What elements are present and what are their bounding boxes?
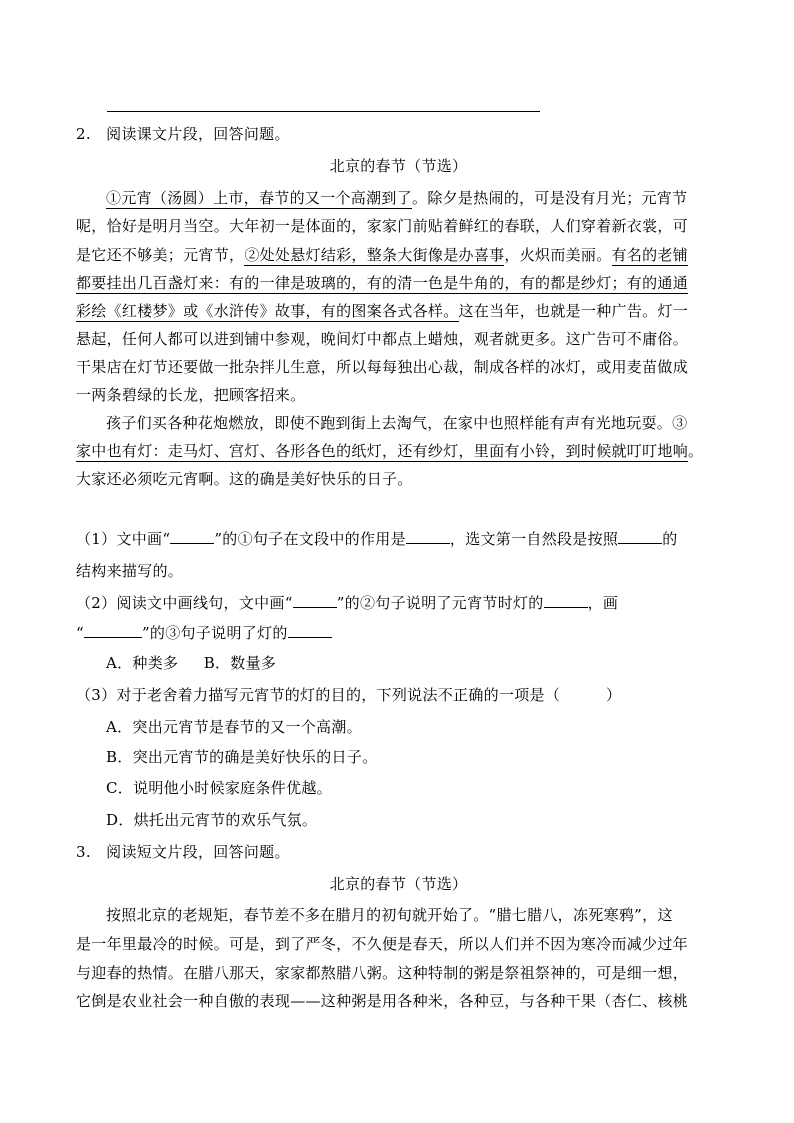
underlined-sentence-2: ②处处悬灯结彩，整条大街像是办喜事 [244,246,505,264]
q2-p1-line3: 是它还不够美；元宵节，②处处悬灯结彩，整条大街像是办喜事，火炽而美丽。有名的老铺 [76,246,689,264]
q2-sub3-option-d[interactable]: D．烘托出元宵节的欢乐气氛。 [106,811,318,829]
fill-blank[interactable] [84,623,142,638]
fill-blank[interactable] [288,623,332,638]
q2-sub3-option-c[interactable]: C．说明他小时候家庭条件优越。 [106,779,332,797]
q2-heading [76,124,721,144]
q2-number: 2. [76,125,91,143]
q2-p2-line2: 家中也有灯：走马灯、宫灯、各形各色的纸灯，还有纱灯，里面有小铃，到时候就叮叮地响。 [76,442,704,460]
q3-line1: 按照北京的老规矩，春节差不多在腊月的初旬就开始了。“腊七腊八，冻死寒鸦”，这 [106,906,673,924]
q3-line3: 与迎春的热情。在腊八那天，家家都熬腊八粥。这种特制的粥是祭祖祭神的，可是细一想， [76,964,689,982]
answer-line [107,111,540,112]
q3-passage-title: 北京的春节（节选） [329,875,468,893]
fill-blank[interactable] [618,529,662,544]
q2-p1-line6: 悬起，任何人都可以进到铺中参观，晚间灯中都点上蜡烛，观者就更多。这广告可不庸俗。 [76,330,689,348]
underlined-sentence-1: ①元宵（汤圆）上市，春节的又一个高潮到了 [106,189,413,207]
q2-p1-line1: ①元宵（汤圆）上市，春节的又一个高潮到了。除夕是热闹的，可是没有月光；元宵节 [106,189,688,207]
fill-blank[interactable] [170,529,214,544]
q3-instruction: 阅读短文片段，回答问题。 [106,843,290,861]
q2-sub1-line1: （1）文中画“ ”的①句子在文段中的作用是 ，选文第一自然段是按照 的 [76,530,678,548]
q3-number: 3. [76,843,91,861]
q2-p1-line5: 彩绘《红楼梦》或《水浒传》故事，有的图案各式各样。这在当年，也就是一种广告。灯一 [76,302,689,320]
fill-blank[interactable] [406,529,450,544]
q2-instruction: 阅读课文片段，回答问题。 [106,125,290,143]
fill-blank[interactable] [293,593,337,608]
q2-p1-line8: 一两条碧绿的长龙，把顾客招来。 [76,386,306,404]
q3-line4: 它倒是农业社会一种自傲的表现——这种粥是用各种米，各种豆，与各种干果（杏仁、核桃 [76,992,689,1010]
q2-p2-line3: 大家还必须吃元宵啊。这的确是美好快乐的日子。 [76,470,413,488]
q2-p1-line2: 呢，恰好是明月当空。大年初一是体面的，家家门前贴着鲜红的春联，人们穿着新衣裳，可 [76,217,689,235]
q2-passage-title: 北京的春节（节选） [329,157,468,175]
q2-sub2-line1: （2）阅读文中画线句，文中画“ ”的②句子说明了元宵节时灯的 ，画 [76,594,619,612]
q2-sub2-options [76,653,721,673]
underlined-sentence-3-end: 家中也有灯：走马灯、宫灯、各形各色的纸灯，还有纱灯，里面有小铃，到时候就叮叮地响 [76,442,689,460]
q2-p1-line7: 干果店在灯节还要做一批杂拌儿生意，所以每每独出心裁，制成各样的冰灯，或用麦苗做成 [76,358,689,376]
q2-p2-line1: 孩子们买各种花炮燃放，即使不跑到街上去淘气，在家中也照样能有声有光地玩耍。③ [106,414,688,432]
option-b[interactable]: B．数量多 [203,654,277,672]
q2-sub1-line2: 结构来描写的。 [76,562,184,580]
underlined-sentence-3-start: 有名的老铺 [611,246,689,264]
q2-sub3-option-b[interactable]: B．突出元宵节的确是美好快乐的日子。 [106,748,378,766]
q3-line2: 是一年里最冷的时候。可是，到了严冬，不久便是春天，所以人们并不因为寒冷而减少过年 [76,935,689,953]
q2-sub3-stem: （3）对于老舍着力描写元宵节的灯的目的，下列说法不正确的一项是（ ） [76,686,622,704]
fill-blank[interactable] [544,593,588,608]
q2-p1-line4: 都要挂出几百盏灯来：有的一律是玻璃的，有的清一色是牛角的，有的都是纱灯；有的通通 [76,274,689,292]
q2-sub2-line2: “ ”的③句子说明了灯的 [76,623,721,643]
q3-heading [76,842,721,862]
option-a[interactable]: A．种类多 [106,654,179,672]
q2-sub3-option-a[interactable]: A．突出元宵节是春节的又一个高潮。 [106,718,362,736]
